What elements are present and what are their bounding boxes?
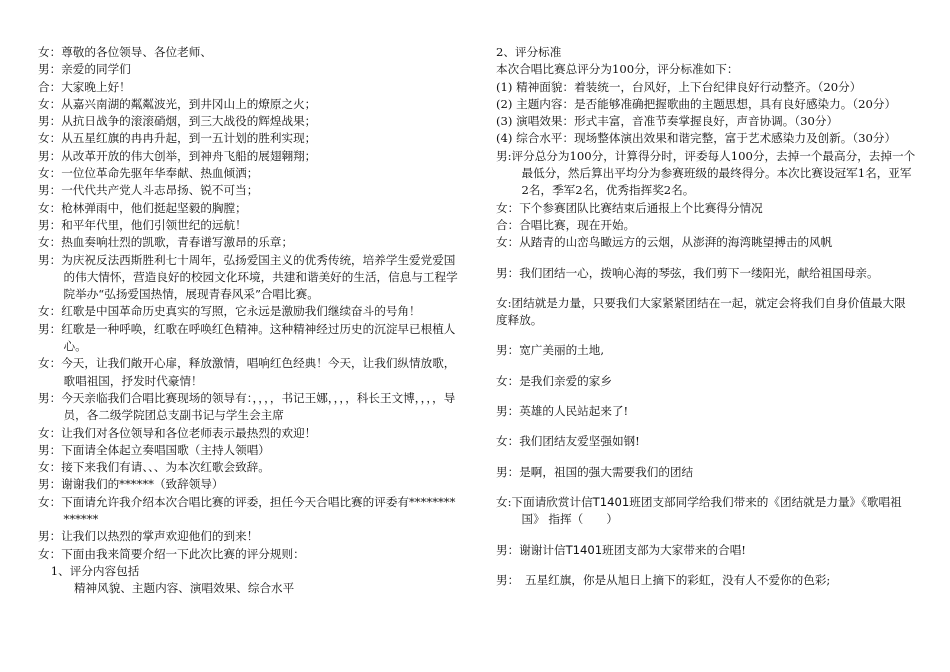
script-line: 女：从踏青的山峦鸟瞰远方的云烟，从澎湃的海湾眺望搏击的风帆 <box>496 235 833 250</box>
script-line: 女：下面请允许我介绍本次合唱比赛的评委，担任今天合唱比赛的评委有************** <box>38 494 456 527</box>
script-line: 女：今天，让我们敞开心扉，释放激情，唱响红色经典！今天，让我们纵情放歌，歌唱祖国，抒发时代豪情！ <box>38 356 456 388</box>
criteria-item: (2) 主题内容：是否能够准确把握歌曲的主题思想，具有良好感染力。（20分） <box>496 96 897 111</box>
script-line: 女：下面由我来简要介绍一下此次比赛的评分规则： <box>38 546 305 561</box>
script-line: 男：是啊，祖国的强大需要我们的团结 <box>496 464 694 479</box>
script-line: 女：热血奏响壮烈的凯歌，青春谱写激昂的乐章； <box>38 235 294 250</box>
script-line: 男： 五星红旗，你是从旭日上摘下的彩虹，没有人不爱你的色彩; <box>496 572 831 587</box>
script-line: 女：尊敬的各位领导、各位老师、 <box>38 45 212 59</box>
script-line: 合：大家晚上好！ <box>38 79 131 94</box>
script-line: 男：下面请全体起立奏唱国歌（主持人领唱） <box>38 442 270 457</box>
script-line: 女：我们团结友爱坚强如钢! <box>496 434 640 449</box>
script-line: 男：英雄的人民站起来了! <box>496 404 629 419</box>
script-text: 班团支部同学给我们带来的《团结就是力量》《歌唱祖国》 指挥（ ） <box>521 494 902 527</box>
scoring-items: 精神风貌、主题内容、演唱效果、综合水平 <box>73 581 295 596</box>
script-line: 女：让我们对各位领导和各位老师表示最热烈的欢迎！ <box>38 425 317 440</box>
script-line: 女：红歌是中国革命历史真实的写照，它永远是激励我们继续奋斗的号角！ <box>38 304 421 319</box>
right-column <box>496 44 916 589</box>
script-line <box>496 494 916 529</box>
script-line: 女：一位位革命先驱年华奉献、热血倾洒； <box>38 166 259 181</box>
script-line: 女：从嘉兴南湖的粼粼波光，到井冈山上的燎原之火； <box>38 96 317 111</box>
script-line: 男：从改革开放的伟大创举，到神舟飞船的展翅翱翔； <box>38 148 317 163</box>
script-line: 男：我们团结一心，拨响心海的琴弦，我们剪下一缕阳光，献给祖国母亲。 <box>496 265 879 280</box>
script-line: 男：亲爱的同学们 <box>38 62 131 77</box>
script-line: 女：枪林弹雨中，他们挺起坚毅的胸膛； <box>38 200 247 215</box>
script-line: 合：合唱比赛，现在开始。 <box>496 217 636 232</box>
script-line: 男：让我们以热烈的掌声欢迎他们的到来！ <box>38 529 259 544</box>
script-line: 女：是我们亲爱的家乡 <box>496 373 612 388</box>
script-text: 男：谢谢计信 <box>496 542 566 557</box>
criteria-item: (1) 精神面貌：着装统一，台风好，上下台纪律良好行动整齐。（20分） <box>496 79 862 94</box>
class-code: T1401 <box>565 542 603 557</box>
criteria-item: (4) 综合水平：现场整体演出效果和谐完整，富于艺术感染力及创新。（30分） <box>496 131 897 146</box>
script-text: 班团支部为大家带来的合唱! <box>602 542 746 557</box>
class-code: T1401 <box>592 494 630 509</box>
script-line: 男：谢谢我们的******（致辞领导） <box>38 477 224 492</box>
script-line: 男：红歌是一种呼唤，红歌在呼唤红色精神。这种精神经过历史的沉淀早已根植人心。 <box>38 321 456 354</box>
script-line: 男：为庆祝反法西斯胜利七十周年，弘扬爱国主义的优秀传统，培养学生爱党爱国的伟大情怀，营造良好的校园文化环境，共建和谐美好的生活，信息与工程学院举办“弘扬爱国热情，展现青春风采”合唱比赛。 <box>38 252 458 302</box>
script-line <box>496 542 916 559</box>
section-heading: 2、评分标准 <box>496 45 562 59</box>
left-column <box>38 44 458 598</box>
script-text: 女:下面请欣赏计信 <box>496 494 593 509</box>
script-line: 男：从抗日战争的滚滚硝烟，到三大战役的辉煌战果； <box>38 114 317 129</box>
script-line: 女：从五星红旗的冉冉升起，到一五计划的胜利实现； <box>38 131 317 146</box>
section-heading: 1、评分内容包括 <box>50 563 140 578</box>
script-line: 女：下个参赛团队比赛结束后通报上个比赛得分情况 <box>496 200 763 215</box>
criteria-item: (3) 演唱效果：形式丰富，音准节奏掌握良好，声音协调。（30分） <box>496 114 839 129</box>
scoring-rule: 男:评分总分为100分，计算得分时，评委每人100分，去掉一个最高分，去掉一个最低分，然后算出平均分为参赛班级的最终得分。本次比赛设冠军1名，亚军2名，季军2名，优秀指挥奖2名。 <box>496 148 916 198</box>
scoring-intro: 本次合唱比赛总评分为100分，评分标准如下： <box>496 62 739 77</box>
script-line: 男：一代代共产党人斗志昂扬、锐不可当； <box>38 183 259 198</box>
script-line: 女：接下来我们有请、、、为本次红歌会致辞。 <box>38 460 270 475</box>
script-line: 男：宽广美丽的土地, <box>496 343 605 358</box>
script-line: 男：和平年代里，他们引领世纪的远航！ <box>38 217 247 232</box>
script-line: 男：今天亲临我们合唱比赛现场的领导有：，，，，书记王娜，，，，科长王文博，，，，导员，各二级学院团总支副书记与学生会主席 <box>38 390 456 423</box>
script-line: 女:团结就是力量，只要我们大家紧紧团结在一起，就定会将我们自身价值最大限度释放。 <box>496 295 906 328</box>
